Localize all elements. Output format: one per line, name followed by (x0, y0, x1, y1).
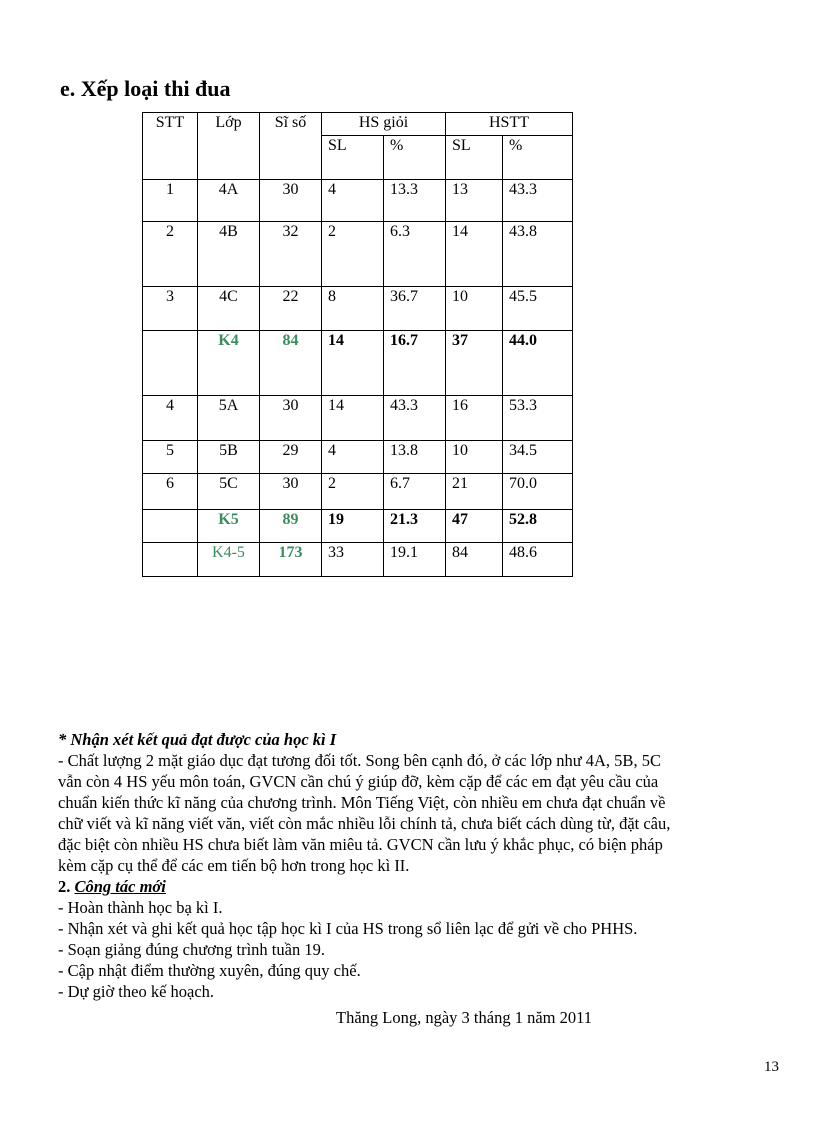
header-lop: Lớp (198, 113, 260, 180)
header-hs-gioi: HS giỏi (322, 113, 446, 136)
table-row (143, 396, 573, 441)
new-work-heading (58, 876, 776, 897)
cell-lop: 5C (198, 474, 260, 510)
cell-stt: 2 (143, 222, 198, 287)
cell-sl-gioi: 4 (322, 441, 384, 474)
new-work-item: - Nhận xét và ghi kết quả học tập học kì I của HS trong sổ liên lạc để gửi về cho PHHS. (58, 919, 638, 938)
cell-sl-hstt: 10 (446, 441, 503, 474)
cell-sl-gioi: 19 (322, 510, 384, 543)
cell-pct-hstt: 45.5 (503, 287, 573, 331)
header-hstt: HSTT (446, 113, 573, 136)
cell-stt (143, 510, 198, 543)
page-number: 13 (764, 1059, 779, 1075)
review-line: - Chất lượng 2 mặt giáo dục đạt tương đối tốt. Song bên cạnh đó, ở các lớp như 4A, 5B, 5C (58, 751, 661, 770)
cell-sl-hstt: 16 (446, 396, 503, 441)
cell-siso: 32 (260, 222, 322, 287)
table-row (143, 474, 573, 510)
cell-pct-hstt: 48.6 (503, 543, 573, 577)
cell-lop: 5A (198, 396, 260, 441)
cell-pct-hstt: 70.0 (503, 474, 573, 510)
new-work-item: - Soạn giảng đúng chương trình tuần 19. (58, 940, 325, 959)
cell-stt (143, 331, 198, 396)
new-work-title: Công tác mới (74, 877, 166, 896)
cell-sl-gioi: 14 (322, 396, 384, 441)
cell-sl-hstt: 10 (446, 287, 503, 331)
review-line: chữ viết và kĩ năng viết văn, viết còn mắc nhiều lỗi chính tả, chưa biết cách dùng từ, đặt câu, (58, 814, 671, 833)
cell-pct-gioi: 13.8 (384, 441, 446, 474)
table-row (143, 180, 573, 222)
cell-stt: 4 (143, 396, 198, 441)
cell-sl-hstt: 84 (446, 543, 503, 577)
section-heading: e. Xếp loại thi đua (60, 76, 231, 101)
cell-sl-hstt: 21 (446, 474, 503, 510)
grades-table (142, 112, 573, 577)
subheader-sl-hstt: SL (446, 136, 503, 180)
cell-siso: 173 (260, 543, 322, 577)
new-work-item: - Dự giờ theo kế hoạch. (58, 982, 215, 1001)
cell-siso: 30 (260, 396, 322, 441)
table-header-row (143, 113, 573, 136)
cell-pct-gioi: 6.3 (384, 222, 446, 287)
cell-lop: 4B (198, 222, 260, 287)
cell-sl-hstt: 14 (446, 222, 503, 287)
cell-siso: 30 (260, 474, 322, 510)
cell-siso: 29 (260, 441, 322, 474)
cell-lop: 5B (198, 441, 260, 474)
cell-sl-hstt: 37 (446, 331, 503, 396)
table-row (143, 222, 573, 287)
cell-pct-gioi: 43.3 (384, 396, 446, 441)
review-line: kèm cặp cụ thể để các em tiến bộ hơn trong học kì II. (58, 856, 410, 875)
cell-stt: 6 (143, 474, 198, 510)
cell-pct-hstt: 43.3 (503, 180, 573, 222)
subheader-pct-gioi: % (384, 136, 446, 180)
new-work-item: - Hoàn thành học bạ kì I. (58, 898, 223, 917)
cell-pct-gioi: 19.1 (384, 543, 446, 577)
cell-siso: 30 (260, 180, 322, 222)
new-work-number: 2. (58, 877, 75, 896)
table-summary-row (143, 510, 573, 543)
subheader-sl-gioi: SL (322, 136, 384, 180)
cell-stt: 5 (143, 441, 198, 474)
cell-sl-gioi: 8 (322, 287, 384, 331)
cell-siso: 84 (260, 331, 322, 396)
review-line: đặc biệt còn nhiều HS chưa biết làm văn miêu tả. GVCN cần lưu ý khắc phục, có biện pháp (58, 835, 663, 854)
cell-stt: 3 (143, 287, 198, 331)
cell-lop: 4A (198, 180, 260, 222)
cell-pct-hstt: 43.8 (503, 222, 573, 287)
cell-stt (143, 543, 198, 577)
subheader-pct-hstt: % (503, 136, 573, 180)
new-work-item: - Cập nhật điểm thường xuyên, đúng quy chế. (58, 961, 361, 980)
review-title: * Nhận xét kết quả đạt được của học kì I (58, 730, 337, 749)
notes-section (58, 729, 776, 1002)
table-row (143, 287, 573, 331)
cell-pct-hstt: 44.0 (503, 331, 573, 396)
cell-lop: K5 (198, 510, 260, 543)
cell-pct-hstt: 52.8 (503, 510, 573, 543)
header-siso: Sĩ số (260, 113, 322, 180)
cell-pct-gioi: 36.7 (384, 287, 446, 331)
review-line: vẫn còn 4 HS yếu môn toán, GVCN cần chú ý giúp đỡ, kèm cặp để các em đạt yêu cầu của (58, 772, 659, 791)
cell-sl-gioi: 33 (322, 543, 384, 577)
table-summary-row (143, 331, 573, 396)
cell-lop: 4C (198, 287, 260, 331)
cell-sl-gioi: 14 (322, 331, 384, 396)
cell-pct-gioi: 13.3 (384, 180, 446, 222)
cell-pct-gioi: 21.3 (384, 510, 446, 543)
cell-pct-gioi: 16.7 (384, 331, 446, 396)
table-row (143, 441, 573, 474)
cell-stt: 1 (143, 180, 198, 222)
cell-siso: 89 (260, 510, 322, 543)
cell-sl-gioi: 2 (322, 222, 384, 287)
cell-sl-hstt: 47 (446, 510, 503, 543)
cell-pct-hstt: 53.3 (503, 396, 573, 441)
cell-siso: 22 (260, 287, 322, 331)
cell-lop: K4-5 (198, 543, 260, 577)
header-stt: STT (143, 113, 198, 180)
cell-lop: K4 (198, 331, 260, 396)
signature-date: Thăng Long, ngày 3 tháng 1 năm 2011 (336, 1008, 593, 1027)
review-line: chuẩn kiến thức kĩ năng của chương trình. Môn Tiếng Việt, còn nhiều em chưa đạt chuẩn về (58, 793, 666, 812)
cell-sl-gioi: 2 (322, 474, 384, 510)
cell-sl-hstt: 13 (446, 180, 503, 222)
cell-sl-gioi: 4 (322, 180, 384, 222)
cell-pct-hstt: 34.5 (503, 441, 573, 474)
cell-pct-gioi: 6.7 (384, 474, 446, 510)
table-total-row (143, 543, 573, 577)
